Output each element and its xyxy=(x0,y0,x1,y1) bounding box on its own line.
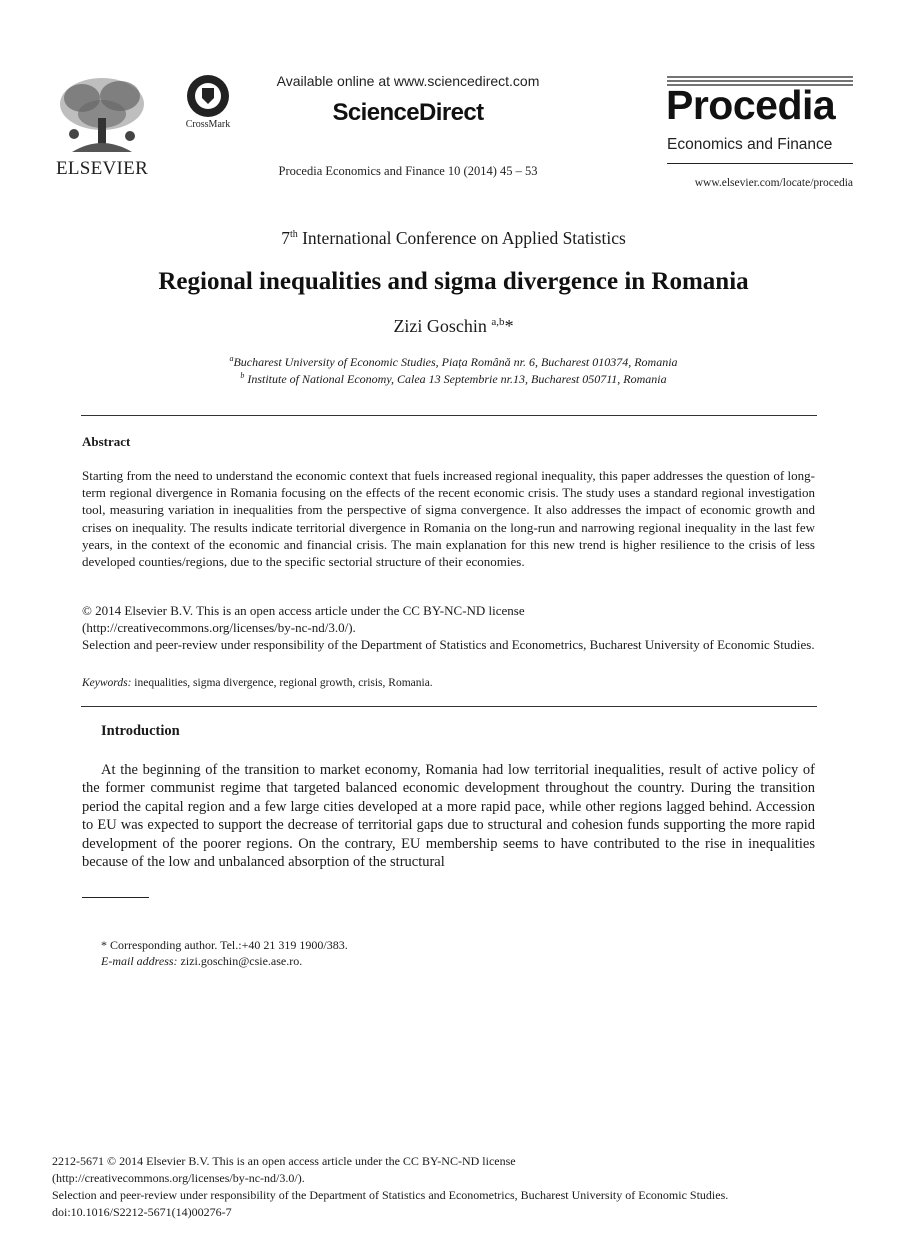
footnote-rule xyxy=(82,897,149,898)
elsevier-wordmark: ELSEVIER xyxy=(55,158,149,179)
abstract-license-link[interactable]: (http://creativecommons.org/licenses/by-nc-nd/3.0/). xyxy=(82,620,356,635)
bottom-license-link[interactable]: (http://creativecommons.org/licenses/by-nc-nd/3.0/). xyxy=(52,1171,305,1185)
available-online-text: Available online at www.sciencedirect.com xyxy=(276,73,540,89)
conference-ordinal-suffix: th xyxy=(289,229,298,241)
abstract-bottom-rule xyxy=(81,706,817,707)
author-affiliation-marks: a,b xyxy=(491,316,505,328)
affiliation-a-text: Bucharest University of Economic Studies, Piața Română nr. 6, Bucharest 010374, Romania xyxy=(233,355,678,369)
conference-name xyxy=(100,228,807,249)
keywords-list: inequalities, sigma divergence, regional growth, crisis, Romania. xyxy=(131,677,433,689)
abstract-peer-review: Selection and peer-review under responsibility of the Department of Statistics and Econometrics, Bucharest University of Economic Studies. xyxy=(82,637,815,652)
procedia-divider xyxy=(667,163,853,164)
footnote-corresponding: * Corresponding author. Tel.:+40 21 319 1900/383. xyxy=(101,938,348,952)
conference-title: International Conference on Applied Statistics xyxy=(297,228,626,248)
email-address[interactable]: zizi.goschin@csie.ase.ro. xyxy=(177,954,303,968)
abstract-body: Starting from the need to understand the economic context that fuels increased regional inequality, this paper addresses the question of long-term regional divergence in Romania focusing on the effects of the recent economic crisis. The study uses a standard regional investigation tool, measuring variation in inequalities from the perspective of sigma convergence. It also addresses the impact of economic growth and crises on inequality. The results indicate territorial divergence in Romania on the long-run and narrowing regional inequality in the last few years, in the context of the economic and financial crisis. The main explanation for this new trend is higher resilience to the crisis of less developed counties/regions, due to the specific sectorial structure of their economies. xyxy=(82,468,815,570)
email-label: E-mail address: xyxy=(101,954,178,968)
keywords-label: Keywords: xyxy=(82,677,132,689)
author-name: Zizi Goschin xyxy=(393,316,492,336)
bottom-doi[interactable]: doi:10.1016/S2212-5671(14)00276-7 xyxy=(52,1205,232,1219)
bottom-issn-license: 2212-5671 © 2014 Elsevier B.V. This is an open access article under the CC BY-NC-ND license xyxy=(52,1154,516,1168)
affiliation-a xyxy=(100,354,807,370)
introduction-body: At the beginning of the transition to market economy, Romania had low territorial inequalities, result of active policy of the former communist regime that targeted balanced economic development throughout the country. During the transition period the capital region and a few large cities developed at a more rapid pace, while other regions lagged behind. Accession to EU was expected to support the decrease of territorial gaps due to structural and cohesion funds supporting the more rapid development of the poorer regions. On the contrary, EU membership seems to have contributed to the rise in inequalities because of the low and unbalanced absorption of the structural xyxy=(82,762,815,871)
abstract-heading: Abstract xyxy=(82,434,131,449)
journal-reference: Procedia Economics and Finance 10 (2014) 45 – 53 xyxy=(278,164,538,178)
affiliation-b xyxy=(100,371,807,387)
keywords-line xyxy=(82,677,815,689)
conference-number: 7 xyxy=(281,228,290,248)
affiliation-b-mark: b xyxy=(240,371,245,380)
affiliation-b-text: Institute of National Economy, Calea 13 Septembrie nr.13, Bucharest 050711, Romania xyxy=(244,372,667,386)
corresponding-star: * xyxy=(504,316,514,336)
crossmark-label: CrossMark xyxy=(185,119,231,130)
procedia-url-link[interactable]: www.elsevier.com/locate/procedia xyxy=(694,177,853,189)
affiliation-a-mark: a xyxy=(229,354,234,363)
author-line xyxy=(100,316,807,337)
abstract-license-line: © 2014 Elsevier B.V. This is an open access article under the CC BY-NC-ND license xyxy=(82,603,525,618)
bottom-peer-review: Selection and peer-review under responsibility of the Department of Statistics and Econometrics, Bucharest University of Economic Studies. xyxy=(52,1188,729,1202)
introduction-heading: Introduction xyxy=(101,723,180,739)
procedia-subtitle: Economics and Finance xyxy=(667,136,833,153)
sciencedirect-logo[interactable]: ScienceDirect xyxy=(332,99,484,126)
paper-title: Regional inequalities and sigma divergence in Romania xyxy=(158,268,749,295)
procedia-title: Procedia xyxy=(666,82,836,128)
footnote-email xyxy=(101,954,302,969)
abstract-top-rule xyxy=(81,415,817,416)
